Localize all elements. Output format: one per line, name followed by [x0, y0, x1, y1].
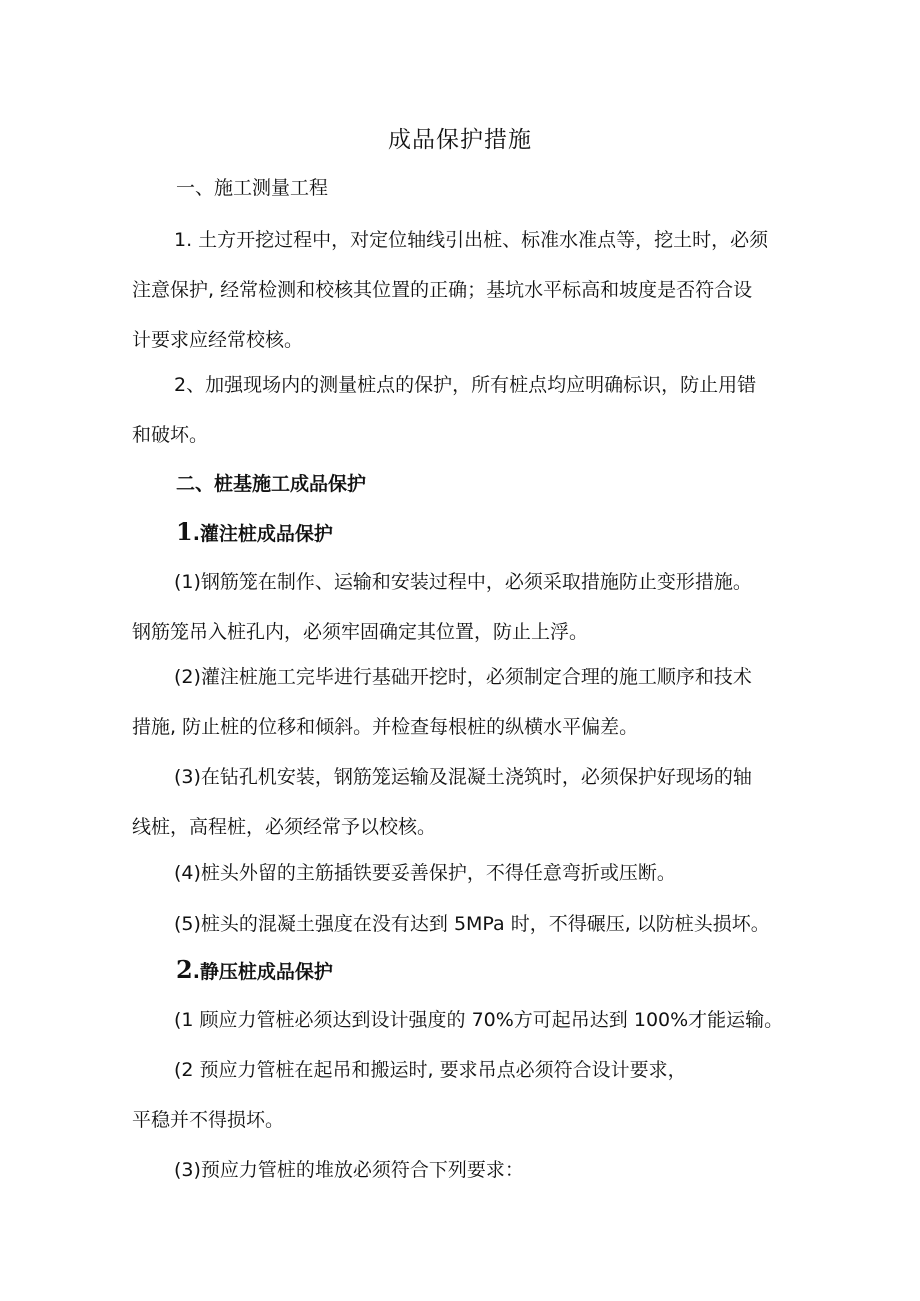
paragraph-line: 1. 土方开挖过程中，对定位轴线引出桩、标准水准点等，挖土时，必须: [174, 229, 769, 251]
paragraph-bored-1: [132, 557, 792, 657]
section-heading-survey: 一、施工测量工程: [176, 177, 329, 199]
paragraph-survey-1: [132, 215, 792, 365]
paragraph-line: 措施, 防止桩的位移和倾斜。并检查每根桩的纵横水平偏差。: [132, 716, 639, 738]
subsection-number: 2: [176, 955, 193, 984]
subsection-number: 1: [176, 517, 193, 546]
paragraph-bored-3: [132, 752, 792, 852]
paragraph-static-2: [132, 1045, 792, 1145]
paragraph-line: (2)灌注桩施工完毕进行基础开挖时，必须制定合理的施工顺序和技术: [174, 666, 752, 688]
paragraph-static-1: [132, 995, 792, 1045]
paragraph-line: 钢筋笼吊入桩孔内，必须牢固确定其位置，防止上浮。: [132, 621, 589, 643]
subsection-heading-static-pile: [176, 955, 333, 987]
page-title: 成品保护措施: [388, 127, 532, 153]
section-heading-pile: 二、桩基施工成品保护: [176, 473, 367, 495]
subsection-title: .静压桩成品保护: [192, 961, 333, 983]
paragraph-line: (1)钢筋笼在制作、运输和安装过程中，必须采取措施防止变形措施。: [174, 571, 752, 593]
paragraph-bored-2: [132, 652, 792, 752]
subsection-title: .灌注桩成品保护: [192, 523, 333, 545]
paragraph-line: (4)桩头外留的主筋插铁要妥善保护，不得任意弯折或压断。: [174, 862, 676, 884]
subsection-heading-bored-pile: [176, 517, 333, 549]
paragraph-bored-5: [132, 899, 792, 949]
paragraph-line: 注意保护, 经常检测和校核其位置的正确；基坑水平标高和坡度是否符合设: [132, 279, 753, 301]
paragraph-line: 和破坏。: [132, 424, 209, 446]
paragraph-line: 2、加强现场内的测量桩点的保护，所有桩点均应明确标识，防止用错: [174, 374, 757, 396]
paragraph-line: 计要求应经常校核。: [132, 329, 304, 351]
paragraph-line: 线桩，高程桩，必须经常予以校核。: [132, 816, 437, 838]
paragraph-bored-4: [132, 848, 792, 898]
paragraph-line: (2 预应力管桩在起吊和搬运时, 要求吊点必须符合设计要求，: [174, 1059, 687, 1081]
paragraph-survey-2: [132, 360, 792, 460]
paragraph-line: 平稳并不得损坏。: [132, 1109, 285, 1131]
paragraph-line: (5)桩头的混凝土强度在没有达到 5MPa 时，不得碾压, 以防桩头损坏。: [174, 913, 770, 935]
paragraph-line: (3)在钻孔机安装，钢筋笼运输及混凝土浇筑时，必须保护好现场的轴: [174, 766, 752, 788]
paragraph-line: (3)预应力管桩的堆放必须符合下列要求：: [174, 1159, 524, 1181]
paragraph-static-3: [132, 1145, 792, 1195]
paragraph-line: (1 顾应力管桩必须达到设计强度的 70%方可起吊达到 100%才能运输。: [174, 1009, 784, 1031]
